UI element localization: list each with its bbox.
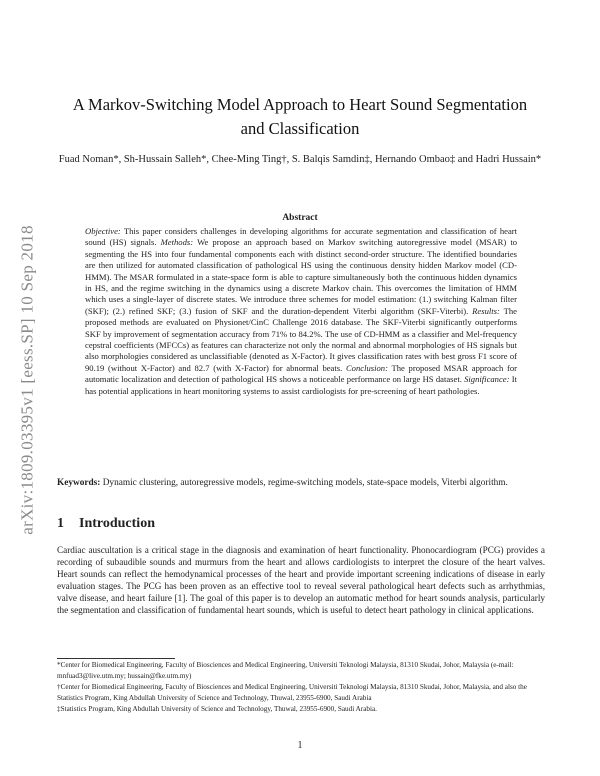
- keywords-text: Dynamic clustering, autoregressive models, regime-switching models, state-space models, Viterbi algorithm.: [102, 478, 508, 488]
- significance-label: Significance:: [464, 374, 510, 385]
- keywords: [57, 477, 545, 490]
- methods-label: Methods:: [160, 237, 194, 248]
- conclusion-text: The proposed MSAR approach for automatic localization and detection of pathological HS shows a noticeable performance on large HS dataset.: [85, 362, 517, 385]
- author-list: Fuad Noman*, Sh-Hussain Salleh*, Chee-Ming Ting†, S. Balqis Samdin‡, Hernando Ombao‡ and Hadri Hussain*: [58, 154, 542, 165]
- section-title: Introduction: [79, 516, 155, 531]
- objective-text: This paper considers challenges in developing algorithms for accurate segmentation and classification of heart sound (HS) signals.: [85, 226, 518, 248]
- significance-text: It has potential applications in heart monitoring systems to assist cardiologists for pre-screening of heart pathologies.: [85, 374, 517, 396]
- conclusion-label: Conclusion:: [345, 362, 388, 373]
- arxiv-stamp: [8, 190, 48, 570]
- results-text: The proposed methods are evaluated on Physionet/CinC Challenge 2016 database. The SKF-Viterbi significantly outperforms SKF by improvement of segmentation accuracy from 71% to 84.2%. The use of CD-HMM as a classifier and Mel-frequency cepstral coefficients (MFCCs) as features can characterize not only the normal and abnormal morphologies of HS signals but also morphologies considered as unclassifiable (denoted as X-Factor). It gives classification rates with best gross F1 score of 90.19 (without X-Factor) and 82.7 (with X-Factor) for abnormal beats.: [85, 305, 518, 373]
- objective-label: Objective:: [85, 226, 121, 236]
- introduction-paragraph: Cardiac auscultation is a critical stage in the diagnosis and examination of heart functionality. Phonocardiogram (PCG) provides a recording of subaudible sounds and murmurs from the heart and allows cardiologists to interpret the closure of the heart valves. Heart sounds can reflect the hemodynamical processes of the heart and provide important screening indications of disease in early evaluation stages. The PCG has been proven as an effective tool to reveal several pathological heart defects such as arrhythmias, valve disease, and heart failure [1]. The goal of this paper is to develop an automatic method for heart sounds analysis, particularly the segmentation and classification of fundamental heart sounds, which is useful to detect heart pathology in clinical applications.: [57, 545, 545, 616]
- abstract-heading: Abstract: [282, 213, 318, 223]
- paper-title: A Markov-Switching Model Approach to Heart Sound Segmentation and Classification: [72, 95, 528, 138]
- methods-text: We propose an approach based on Markov switching autoregressive model (MSAR) to segmenting the HS into four fundamental components each with distinct second-order structure. The identified boundaries are then utilized for automated classification of pathological HS using the continuous density hidden Markov model (CD-HMM). The MSAR formulated in a state-space form is able to capture simultaneously both the continuous hidden dynamics in HS, and the regime switching in the dynamics using a discrete Markov chain. This overcomes the limitation of HMM which uses a single-layer of discrete states. We introduce three schemes for model estimation: (1.) switching Kalman filter (SKF); (2.) refined SKF; (3.) fusion of SKF and the duration-dependent Viterbi algorithm (SKF-Viterbi).: [85, 237, 518, 316]
- footnotes: [57, 660, 545, 716]
- footnote-3: ‡Statistics Program, King Abdullah University of Science and Technology, Thuwal, 23955-6900, Saudi Arabia.: [57, 705, 377, 714]
- footnote-1: *Center for Biomedical Engineering, Faculty of Biosciences and Medical Engineering, Universiti Teknologi Malaysia, 81310 Skudai, Johor, Malaysia (e-mail: mnfuad3@live.utm.my; hussain@fke.utm.my): [57, 661, 514, 680]
- footnote-rule: [57, 658, 175, 659]
- section-heading: [57, 516, 155, 532]
- results-label: Results:: [472, 305, 500, 316]
- footnote-2: †Center for Biomedical Engineering, Faculty of Biosciences and Medical Engineering, Universiti Teknologi Malaysia, 81310 Skudai, Johor, Malaysia, and also the Statistics Program, King Abdullah University of Science and Technology, Thuwal, 23955-6900, Saudi Arabia: [57, 683, 527, 702]
- keywords-label: Keywords:: [57, 478, 101, 488]
- page-number: 1: [297, 740, 303, 751]
- arxiv-stamp-text: arXiv:1809.03395v1 [eess.SP] 10 Sep 2018: [18, 225, 38, 535]
- section-number: 1: [57, 516, 64, 531]
- abstract-body: [85, 226, 517, 397]
